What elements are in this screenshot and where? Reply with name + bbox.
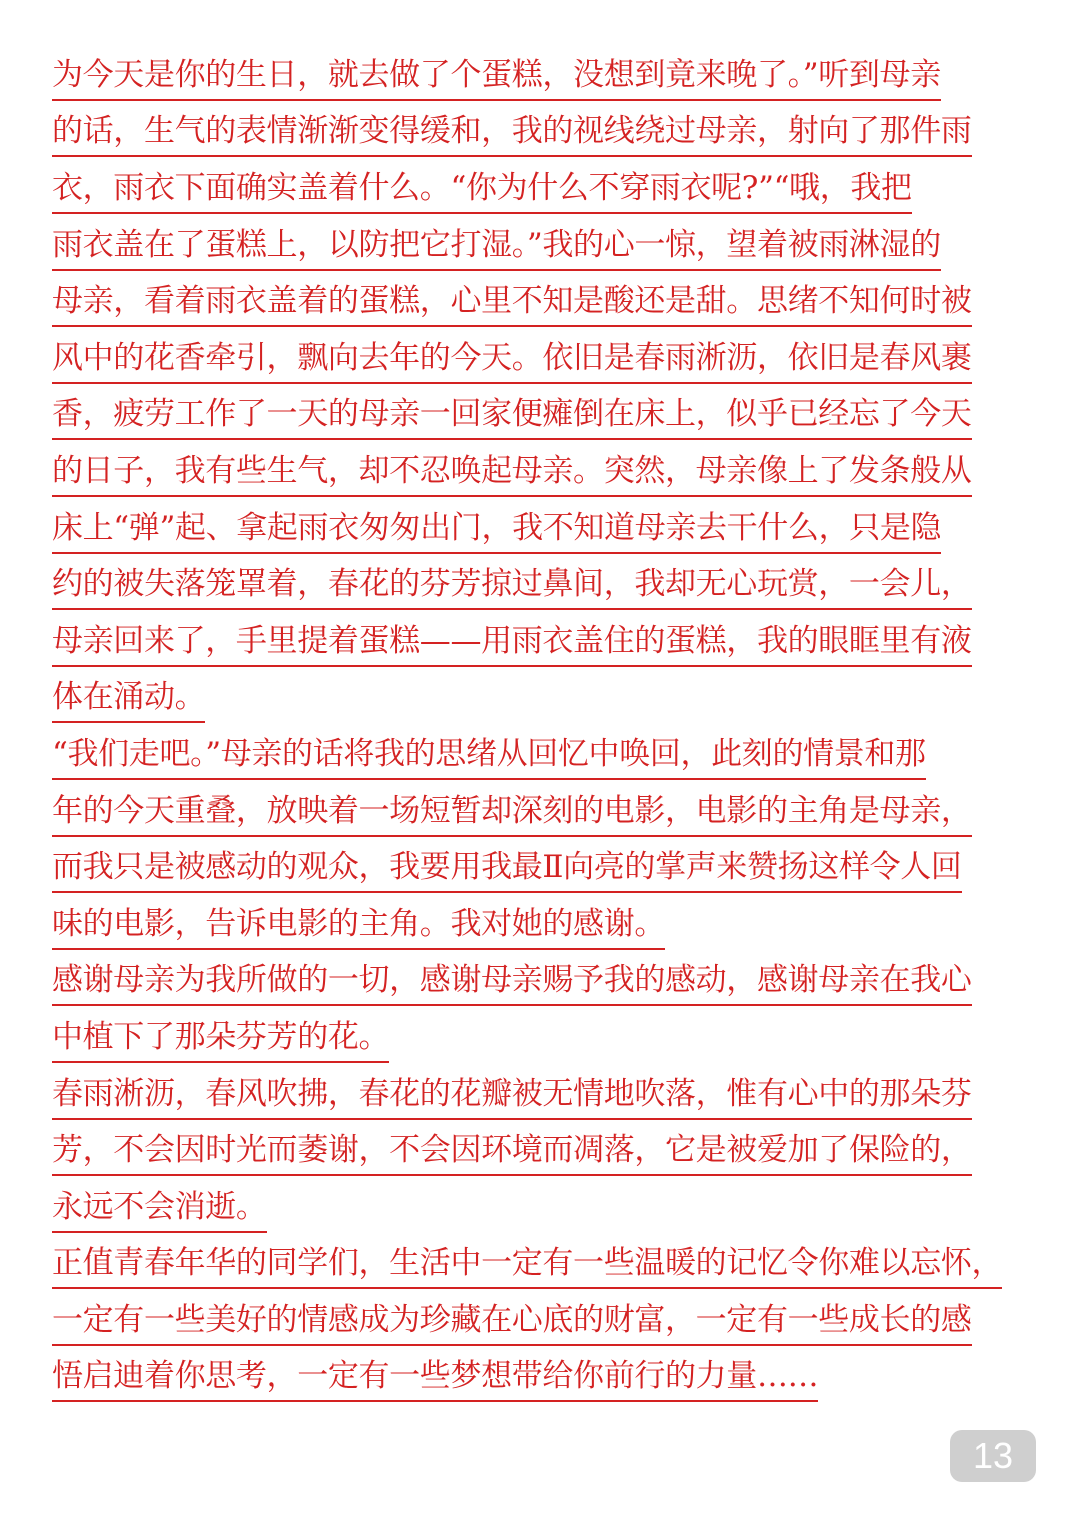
line-text: 芳，不会因时光而萎谢，不会因环境而凋落，它是被爱加了保险的， [52,1135,972,1176]
text-line [52,1184,1042,1241]
text-line [52,675,1042,732]
text-line [52,222,1042,279]
line-text: 春雨淅沥，春风吹拂，春花的花瓣被无情地吹落，惟有心中的那朵芬 [52,1079,972,1120]
line-text: “我们走吧。”母亲的话将我的思绪从回忆中唤回，此刻的情景和那 [52,739,926,780]
line-text: 永远不会消逝。 [52,1192,267,1233]
text-line [52,958,1042,1015]
text-line [52,1127,1042,1184]
text-line [52,618,1042,675]
text-line [52,278,1042,335]
text-line [52,844,1042,901]
text-line [52,109,1042,166]
line-text: 的话，生气的表情渐渐变得缓和，我的视线绕过母亲，射向了那件雨 [52,116,972,157]
text-line [52,1014,1042,1071]
text-line [52,1071,1042,1128]
line-text: 为今天是你的生日，就去做了个蛋糕，没想到竟来晚了。”听到母亲 [52,60,941,101]
line-text: 风中的花香牵引，飘向去年的今天。依旧是春雨淅沥，依旧是春风裹 [52,343,972,384]
text-line [52,1354,1042,1411]
line-text: 感谢母亲为我所做的一切，感谢母亲赐予我的感动，感谢母亲在我心 [52,965,972,1006]
line-text: 中植下了那朵芬芳的花。 [52,1022,389,1063]
line-text: 一定有一些美好的情感成为珍藏在心底的财富，一定有一些成长的感 [52,1305,972,1346]
text-line [52,788,1042,845]
line-text: 香，疲劳工作了一天的母亲一回家便瘫倒在床上，似乎已经忘了今天 [52,399,972,440]
text-line [52,52,1042,109]
text-line [52,392,1042,449]
line-text: 床上“弹”起、拿起雨衣匆匆出门，我不知道母亲去干什么，只是隐 [52,513,941,554]
line-text: 雨衣盖在了蛋糕上，以防把它打湿。”我的心一惊，望着被雨淋湿的 [52,230,941,271]
line-text: 衣，雨衣下面确实盖着什么。“你为什么不穿雨衣呢?”“哦，我把 [52,173,912,214]
line-text: 味的电影，告诉电影的主角。我对她的感谢。 [52,909,665,950]
text-line [52,731,1042,788]
essay-body [52,52,1042,1410]
text-line [52,448,1042,505]
text-line [52,335,1042,392]
line-text: 体在涌动。 [52,682,205,723]
text-line [52,505,1042,562]
line-text: 悟启迪着你思考，一定有一些梦想带给你前行的力量…… [52,1361,818,1402]
text-line [52,1297,1042,1354]
line-text: 的日子，我有些生气，却不忍唤起母亲。突然，母亲像上了发条般从 [52,456,972,497]
line-text: 约的被失落笼罩着，春花的芬芳掠过鼻间，我却无心玩赏，一会儿， [52,569,972,610]
line-text: 母亲，看着雨衣盖着的蛋糕，心里不知是酸还是甜。思绪不知何时被 [52,286,972,327]
page-number-badge: 13 [950,1430,1036,1482]
text-line [52,561,1042,618]
line-text: 正值青春年华的同学们，生活中一定有一些温暖的记忆令你难以忘怀， [52,1248,1002,1289]
text-line [52,1240,1042,1297]
line-text: 母亲回来了，手里提着蛋糕——用雨衣盖住的蛋糕，我的眼眶里有液 [52,626,972,667]
text-line [52,165,1042,222]
text-line [52,901,1042,958]
line-text: 而我只是被感动的观众，我要用我最Ⅱ向亮的掌声来赞扬这样令人回 [52,852,962,893]
line-text: 年的今天重叠，放映着一场短暂却深刻的电影，电影的主角是母亲， [52,796,972,837]
